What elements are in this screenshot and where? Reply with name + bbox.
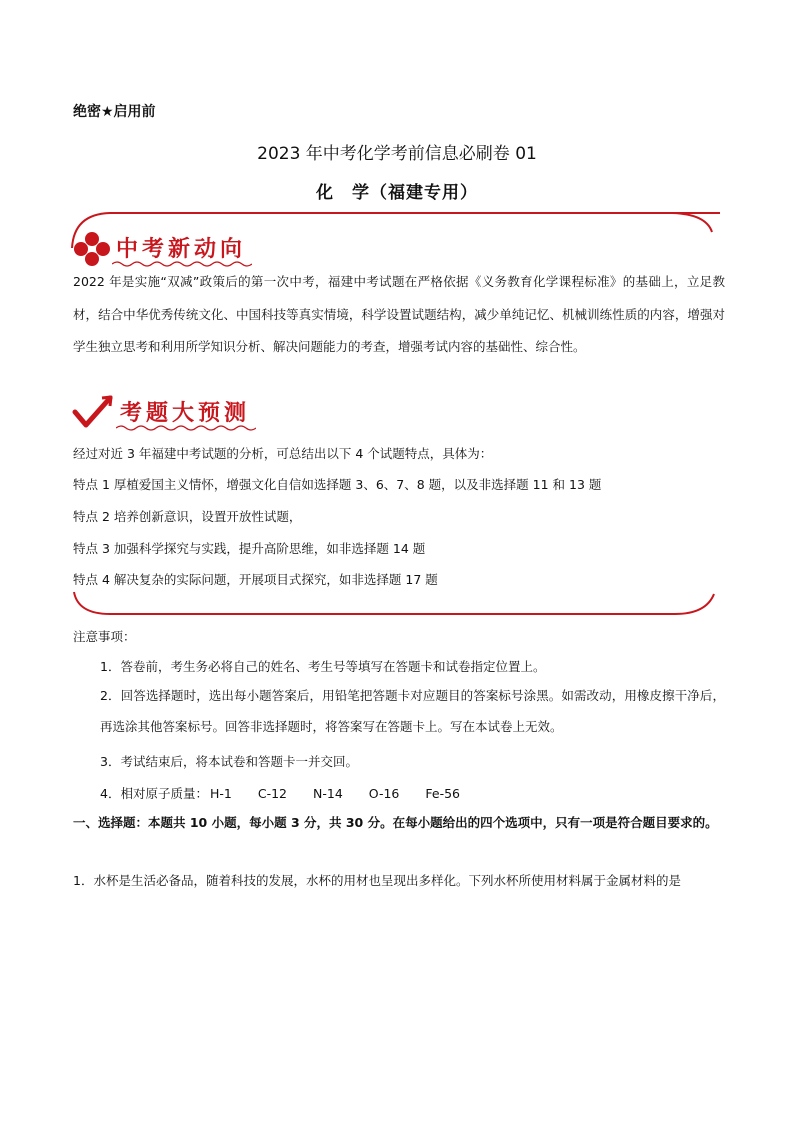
prediction-point: 特点 3 加强科学探究与实践，提升高阶思维，如非选择题 14 题	[73, 541, 426, 556]
atomic-masses-line	[100, 784, 486, 802]
exam-title: 2023 年中考化学考前信息必刷卷 01	[257, 144, 537, 164]
prediction-point: 特点 1 厚植爱国主义情怀，增强文化自信如选择题 3、6、7、8 题，以及非选择题 11 和 13 题	[73, 477, 602, 492]
prediction-heading: 考题大预测	[120, 401, 251, 426]
notice-item: 1．答卷前，考生务必将自己的姓名、考生号等填写在答题卡和试卷指定位置上。	[100, 659, 546, 674]
question-1: 1．水杯是生活必备品，随着科技的发展，水杯的用材也呈现出多样化。下列水杯所使用材料属于金属材料的是	[73, 873, 681, 888]
confidential-mark: 绝密★启用前	[73, 104, 156, 120]
trends-paragraph: 2022 年是实施“双减”政策后的第一次中考，福建中考试题在严格依据《义务教育化学课程标准》的基础上，立足教材，结合中华优秀传统文化、中国科技等真实情境，科学设置试题结构，减少单纯记忆、机械训练性质的内容，增强对学生独立思考和利用所学知识分析、解决问题能力的考查，增强考试内容的基础性、综合性。	[73, 274, 725, 354]
check-arrow-icon	[72, 394, 116, 430]
trends-heading: 中考新动向	[116, 237, 247, 262]
atomic-mass-item: H-1	[209, 786, 232, 801]
heading-wave-underline	[116, 424, 256, 432]
notice-item: 2．回答选择题时，选出每小题答案后，用铅笔把答题卡对应题目的答案标号涂黑。如需改动，用橡皮擦干净后，再选涂其他答案标号。回答非选择题时，将答案写在答题卡上。写在本试卷上无效。	[100, 688, 725, 734]
notice-item: 3．考试结束后，将本试卷和答题卡一并交回。	[100, 754, 358, 769]
atomic-mass-item: O-16	[368, 786, 400, 801]
notice-title: 注意事项：	[73, 629, 136, 644]
exam-subtitle: 化 学（福建专用）	[316, 183, 478, 203]
atomic-masses-label: 4．相对原子质量：	[100, 786, 208, 801]
atomic-mass-item: Fe-56	[425, 786, 461, 801]
four-petal-flower-icon	[72, 230, 112, 266]
prediction-intro: 经过对近 3 年福建中考试题的分析，可总结出以下 4 个试题特点，具体为：	[73, 446, 493, 461]
prediction-point: 特点 2 培养创新意识，设置开放性试题，	[73, 509, 302, 524]
atomic-mass-item: C-12	[257, 786, 287, 801]
prediction-point: 特点 4 解决复杂的实际问题，开展项目式探究，如非选择题 17 题	[73, 572, 438, 587]
frame-bottom-decoration	[70, 590, 720, 618]
atomic-mass-item: N-14	[313, 786, 343, 801]
section-heading: 一、选择题：本题共 10 小题，每小题 3 分，共 30 分。在每小题给出的四个选项中，只有一项是符合题目要求的。	[73, 815, 718, 830]
